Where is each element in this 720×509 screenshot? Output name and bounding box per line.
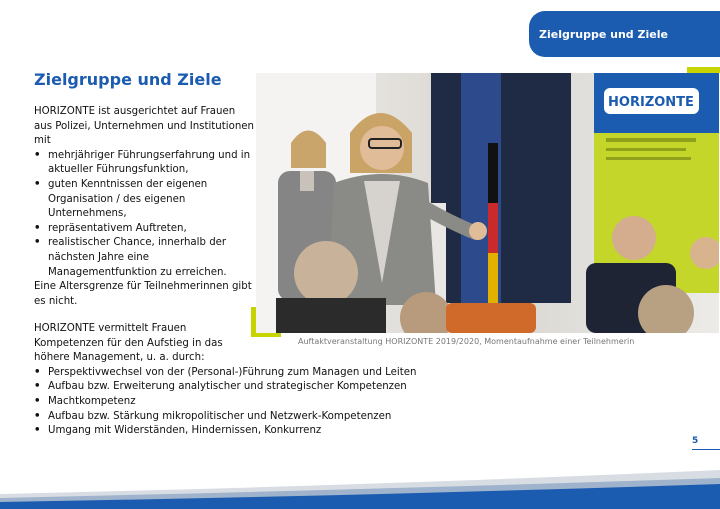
list-item: • mehrjähriger Führungserfahrung und in aktueller Führungsfunktion,: [34, 149, 254, 178]
photo-caption: Auftaktveranstaltung HORIZONTE 2019/2020, Momentaufnahme einer Teilnehmerin: [298, 337, 635, 346]
age-limit-note: Eine Altersgrenze für Teilnehmerinnen gibt es nicht.: [34, 281, 252, 307]
banner-logo-text: HORIZONTE: [608, 95, 694, 110]
list-item: • Perspektivwechsel von der (Personal-)Führung zum Managen und Leiten: [34, 366, 674, 381]
event-photo: [256, 73, 719, 333]
goals-list: [34, 366, 674, 439]
list-item: • Aufbau bzw. Erweiterung analytischer und strategischer Kompetenzen: [34, 380, 674, 395]
target-group-block: [34, 105, 254, 309]
list-item: • Umgang mit Widerständen, Hindernissen, Konkurrenz: [34, 424, 674, 439]
list-item: • repräsentativem Auftreten,: [34, 222, 254, 237]
page-number: 5: [692, 436, 699, 446]
list-item: • Aufbau bzw. Stärkung mikropolitischer und Netzwerk-Kompetenzen: [34, 410, 674, 425]
section-tab: [529, 11, 720, 57]
page-title: Zielgruppe und Ziele: [34, 70, 222, 89]
list-item: • guten Kenntnissen der eigenen Organisation / des eigenen Unternehmens,: [34, 178, 254, 222]
target-group-list: [34, 149, 254, 280]
page-number-underline: [692, 449, 720, 450]
list-item: • Machtkompetenz: [34, 395, 674, 410]
target-group-lead: HORIZONTE ist ausgerichtet auf Frauen aus Polizei, Unternehmen und Institutionen mit: [34, 106, 254, 147]
footer-swoosh: [0, 460, 720, 509]
section-tab-label: Zielgruppe und Ziele: [539, 27, 668, 41]
list-item: • realistischer Chance, innerhalb der nächsten Jahre eine Managementfunktion zu erreichen.: [34, 236, 254, 280]
goals-lead: HORIZONTE vermittelt Frauen Kompetenzen für den Aufstieg in das höhere Management, u. a. durch:: [34, 323, 223, 364]
